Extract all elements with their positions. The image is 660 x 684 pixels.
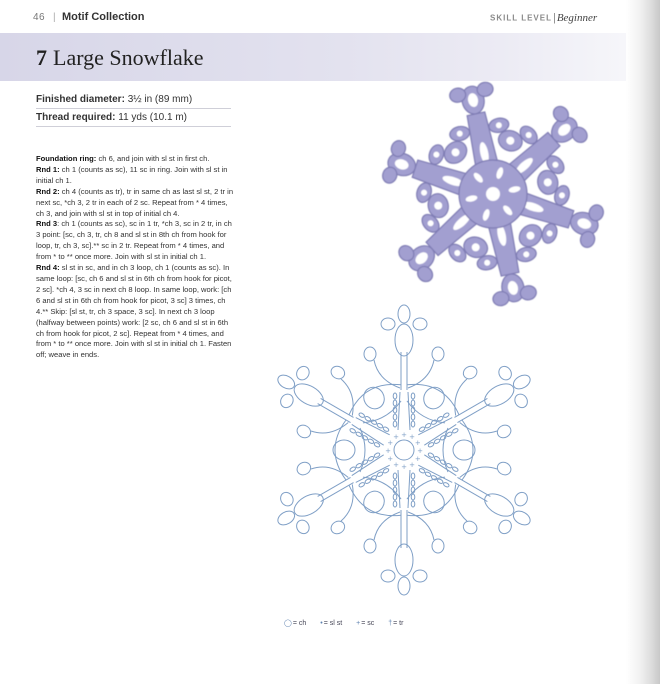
chain-symbol-icon: ◯ (284, 620, 292, 627)
chart-sc-mark: + (417, 447, 423, 455)
stitch-key (284, 619, 415, 627)
key-ch: ◯= ch (284, 620, 307, 627)
motif-number: 7 (36, 45, 47, 70)
motif-name: Large Snowflake (53, 45, 204, 70)
book-title: Motif Collection (62, 11, 145, 23)
instruction-text: ch 4 (counts as tr), tr in same ch as last sl st, 2 tr in next sc, *ch 3, 2 tr in each of 2 sc. Repeat from * 4 times, ch 3, and join with sl st in top of initial ch 4. (36, 186, 234, 218)
page-number: 46 (33, 12, 46, 23)
chart-sc-mark: + (387, 439, 394, 447)
skill-level-value: Beginner (556, 11, 598, 24)
snowflake-mid-picot (515, 220, 546, 251)
crochet-chart-diagram (248, 292, 560, 608)
instruction-label: Foundation ring: (36, 154, 97, 163)
single-crochet-symbol-icon: + (356, 620, 361, 627)
instruction-rnd-1 (36, 165, 236, 187)
instruction-text: : ch 1 (counts as sc), sc in 1 tr, *ch 3, sc in 2 tr, in ch 3 point: [sc, ch 3, tr, ch 8 and sl st in 8th ch from hook for loop, tr, ch 3, sc].** sc in 2 tr. Repeat from * 4 times, and from * to ** once more. Join with sl st in initial ch 1. (36, 219, 232, 262)
instruction-label: Rnd 1: (36, 164, 60, 174)
instruction-rnd-3 (36, 219, 236, 263)
instruction-label: Rnd 3 (36, 219, 58, 229)
chart-sc-mark: + (409, 433, 415, 442)
chart-arm (401, 425, 549, 557)
instruction-text: ch 1 (counts as sc), 11 sc in ring. Join with sl st in initial ch 1. (36, 164, 228, 185)
chart-arm (364, 470, 444, 595)
instruction-rnd-4 (36, 263, 236, 361)
snowflake-photo (362, 60, 624, 328)
chart-sc-mark: + (409, 460, 415, 469)
slip-stitch-symbol-icon: • (320, 620, 323, 627)
spec-divider (36, 108, 231, 109)
motif-title (36, 45, 204, 71)
page-header (0, 0, 626, 32)
treble-crochet-symbol-icon: † (388, 620, 393, 627)
instruction-label: Rnd 4: (36, 263, 60, 273)
chart-arm (364, 305, 444, 430)
chart-ring (394, 440, 414, 460)
chart-sc-mark: + (414, 439, 421, 447)
chart-sc-mark: + (393, 460, 399, 469)
instruction-foundation (36, 154, 236, 165)
chart-sc-mark: + (385, 447, 391, 455)
key-slst: •= sl st (320, 620, 343, 627)
chart-arm (401, 343, 549, 475)
chart-sc-mark: + (401, 431, 407, 439)
instruction-text: sl st in sc, and in ch 3 loop, ch 1 (counts as sc). In same loop: [sc, ch 6 and sl st in 6th ch from hook for picot, 2 sc]. *ch 4, 3 sc in next ch 8 loop. In same loop, work: [ch 6 and sl st in 6th ch from hook for picot, 3 sc] 3 times, ch 4.** Skip: [sl st, tr, ch 3 space, 3 sc]. In next ch 3 loop (halfway between points) work: [2 sc, ch 6 and sl st in 6th ch from hook for picot, 2 sc]. Repeat from * 4 times, and from * to ** once more. Join with sl st in initial ch 1. Fasten off; weave in ends. (36, 263, 232, 360)
snowflake-mid-picot (440, 137, 471, 168)
thread-label: Thread required: (36, 112, 116, 123)
chart-sc-mark: + (387, 455, 394, 463)
skill-level-label: SKILL LEVEL (490, 13, 552, 23)
instruction-label: Rnd 2: (36, 186, 60, 196)
thread-value: 11 yds (10.1 m) (118, 112, 187, 123)
chart-sc-mark: + (414, 455, 421, 463)
snowflake-center-hole (486, 187, 500, 201)
diameter-value: 3½ in (89 mm) (127, 94, 193, 105)
chart-sc-mark: + (401, 463, 407, 471)
chart-sc-mark: + (393, 433, 399, 442)
diameter-label: Finished diameter: (36, 94, 125, 105)
pattern-instructions (36, 154, 236, 361)
spec-divider (36, 126, 231, 127)
instruction-rnd-2 (36, 187, 236, 220)
header-separator: | (53, 12, 56, 23)
skill-separator: | (552, 11, 556, 24)
skill-level (490, 9, 643, 27)
key-sc: += sc (356, 620, 375, 627)
book-spine-shadow (626, 0, 660, 684)
finished-diameter (36, 94, 192, 105)
instruction-text: ch 6, and join with sl st in first ch. (98, 154, 210, 163)
thread-required (36, 112, 187, 123)
key-tr: †= tr (388, 620, 404, 627)
chart-arm (258, 425, 406, 557)
